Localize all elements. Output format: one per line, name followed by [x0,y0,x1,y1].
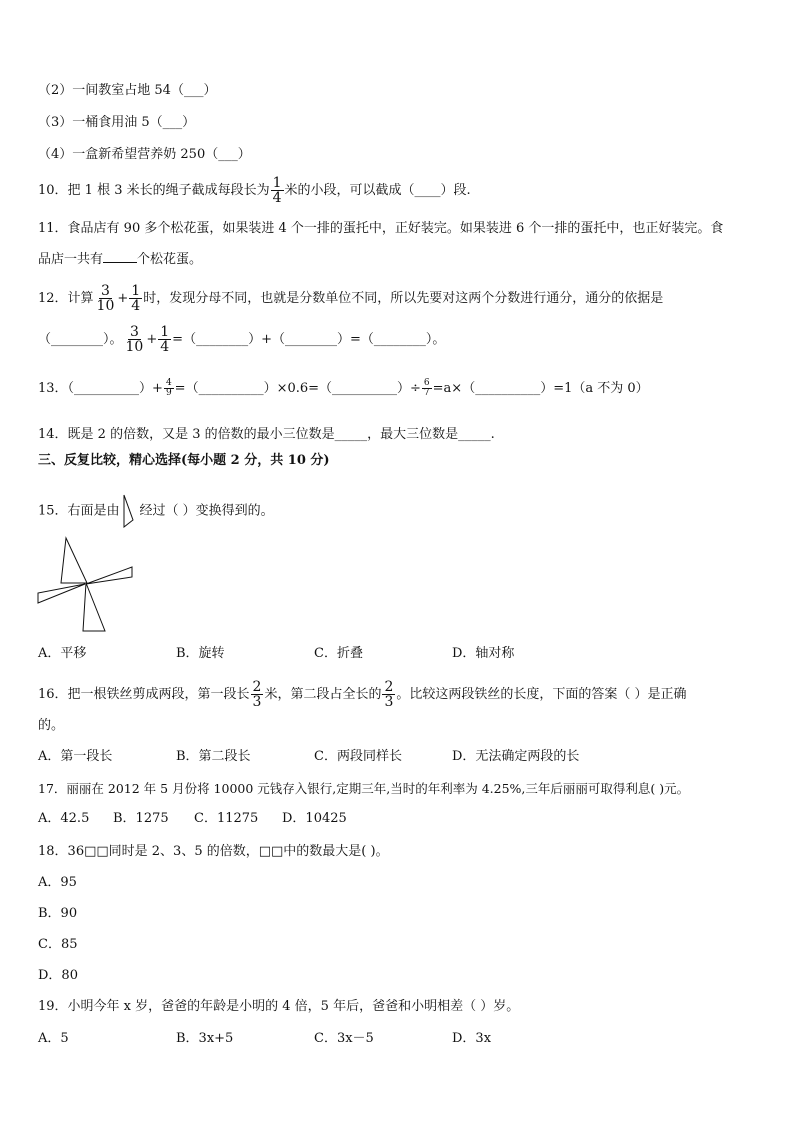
q19-option-a[interactable]: A．5 [38,1031,69,1046]
fraction-1-4: $\frac{1}{4}$ [131,283,141,314]
q18-option-a[interactable]: A．95 [38,875,77,890]
q17-option-a[interactable]: A．42.5 [38,811,90,826]
question-16-line1: 16．把一根铁丝剪成两段，第一段长 $\frac{2}{3}$ 米，第二段占全长的 $\frac{2}{3}$ 。比较这两段铁丝的长度，下面的答案（ ）是正确 [38,679,687,710]
section-3-heading: 三、反复比较，精心选择(每小题 2 分，共 10 分) [38,453,330,468]
question-14: 14．既是 2 的倍数，又是 3 的倍数的最小三位数是_____，最大三位数是_____. [38,427,495,442]
q10-text-pre: 10．把 1 根 3 米长的绳子截成每段长为 [38,183,270,198]
q16-option-b[interactable]: B．第二段长 [176,749,251,764]
q19-option-b[interactable]: B．3x+5 [176,1031,234,1046]
q15-option-d[interactable]: D．轴对称 [452,646,515,661]
q10-text-post: 米的小段，可以截成（____）段. [284,183,471,198]
fraction-4-9: $\frac{4}{9}$ [165,378,172,398]
question-19: 19．小明今年 x 岁，爸爸的年龄是小明的 4 倍，5 年后，爸爸和小明相差（ ）岁。 [38,999,520,1014]
q9-item-3: （3）一桶食用油 5（___） [38,115,196,130]
answer-blank[interactable] [103,250,137,263]
fraction-1-4: $\frac{1}{4}$ [160,324,170,355]
fraction-3-10: $\frac{3}{10}$ [125,324,144,355]
question-13: 13．（__________）+ $\frac{4}{9}$ =（__________）×0.6=（__________）÷ $\frac{6}{7}$ =a×（__________）=1（a 不为 0） [38,378,649,398]
question-15: 15．右面是由 经过（ ）变换得到的。 [38,494,274,528]
q16-option-c[interactable]: C．两段同样长 [314,749,402,764]
q16-option-d[interactable]: D．无法确定两段的长 [452,749,580,764]
thin-triangle-figure [122,494,138,528]
question-17: 17．丽丽在 2012 年 5 月份将 10000 元钱存入银行,定期三年,当时的年利率为 4.25%,三年后丽丽可取得利息( )元。 [38,781,690,796]
question-12-line1: 12．计算 $\frac{3}{10}$ + $\frac{1}{4}$ 时，发现分母不同，也就是分数单位不同，所以先要对这两个分数进行通分，通分的依据是 [38,283,664,314]
q19-option-c[interactable]: C．3x－5 [314,1031,374,1046]
fraction-3-10: $\frac{3}{10}$ [96,283,115,314]
q18-option-b[interactable]: B．90 [38,906,78,921]
q9-item-2: （2）一间教室占地 54（___） [38,83,217,98]
q17-option-d[interactable]: D．10425 [282,811,347,826]
question-16-line2: 的。 [38,718,65,733]
fraction-one-quarter: $\frac{1}{4}$ [272,175,282,206]
question-11-line1: 11．食品店有 90 多个松花蛋，如果装进 4 个一排的蛋托中，正好装完。如果装进 6 个一排的蛋托中，也正好装完。食 [38,221,724,236]
question-18: 18．36□□同时是 2、3、5 的倍数，□□中的数最大是( )。 [38,844,389,859]
q15-option-a[interactable]: A．平移 [38,646,87,661]
q18-option-c[interactable]: C．85 [38,937,78,952]
q9-item-4: （4）一盒新希望营养奶 250（___） [38,147,251,162]
q15-option-c[interactable]: C．折叠 [314,646,363,661]
fraction-2-3: $\frac{2}{3}$ [384,679,394,710]
q19-option-d[interactable]: D．3x [452,1031,492,1046]
q17-option-c[interactable]: C．11275 [194,811,259,826]
q16-option-a[interactable]: A．第一段长 [38,749,113,764]
q18-option-d[interactable]: D．80 [38,968,78,983]
question-11-line2: 品店一共有 个松花蛋。 [38,252,203,267]
q17-option-b[interactable]: B．1275 [113,811,169,826]
q15-option-b[interactable]: B．旋转 [176,646,225,661]
rotated-triangles-figure [36,535,136,635]
question-12-line2: （________）。 $\frac{3}{10}$ + $\frac{1}{4}$ =（________）+（________）=（________）。 [38,324,446,355]
fraction-6-7: $\frac{6}{7}$ [423,378,430,398]
fraction-2-3: $\frac{2}{3}$ [252,679,262,710]
question-10 [38,176,471,205]
